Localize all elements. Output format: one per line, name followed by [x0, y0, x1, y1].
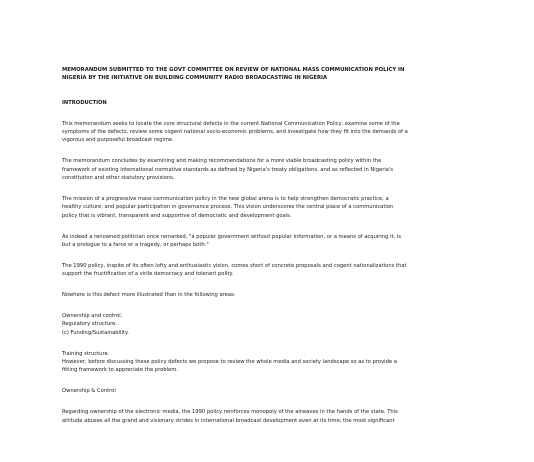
paragraph-line: healthy culture, and popular participation in governance process. This vision underscores the central place of a communication	[62, 204, 394, 211]
paragraph-line: As indeed a renowned politician once remarked, "a popular government without popular information, or a means of acquiring it, is	[62, 233, 402, 240]
paragraph-line: Training structure.	[62, 350, 110, 357]
paragraph-line: framework of existing international normative standards as defined by Nigeria's treaty obligations, and as reflected in Nigeria's	[62, 166, 394, 173]
list-item: Ownership and control.	[62, 313, 123, 320]
paragraph	[62, 408, 512, 425]
paragraph-line: The memorandum concludes by examining and making recommendations for a more viable broadcasting policy within the	[62, 158, 382, 165]
paragraph-line: However, before discussing these policy defects we propose to review the whole media and society landscape so as to provide a	[62, 359, 397, 366]
paragraph-line: support the fructification of a virile democracy and tolerant polity.	[62, 271, 234, 278]
list-item: Regulatory structure.	[62, 321, 118, 328]
areas-list	[62, 312, 512, 337]
paragraph-line: The mission of a progressive mass communication policy in the new global arena is to help strengthen democratic practice, a	[62, 196, 389, 203]
paragraph-line: symptoms of the defects, review some cogent national socio-economic problems, and investigate how they fit into the demands of a	[62, 129, 408, 136]
document-page	[62, 66, 512, 425]
paragraph	[62, 233, 512, 250]
title-line: MEMORANDUM SUBMITTED TO THE GOVT COMMITTEE ON REVIEW OF NATIONAL MASS COMMUNICATION POLICY IN	[62, 67, 405, 73]
paragraph-line: vigorous and purposeful broadcast regime.	[62, 137, 174, 144]
paragraph-line: fitting framework to appreciate the problem.	[62, 367, 179, 374]
paragraph	[62, 120, 512, 145]
paragraph	[62, 262, 512, 279]
paragraph	[62, 195, 512, 220]
paragraph-line: Regarding ownership of the electronic media, the 1990 policy reinforces monopoly of the airwaves in the hands of the state. This	[62, 409, 398, 416]
paragraph-line: but a prologue to a farce or a tragedy, or perhaps both."	[62, 241, 209, 248]
paragraph	[62, 291, 512, 299]
list-item: (c) Funding/Sustainability.	[62, 329, 129, 336]
paragraph-line: The 1990 policy, inspite of its often lofty and enthusiastic vision, comes short of concrete proposals and cogent nationalizations that	[62, 262, 407, 269]
paragraph-line: This memorandum seeks to locate the core structural defects in the current National Communication Policy, examine some of the	[62, 120, 400, 127]
title-line: NIGERIA BY THE INITIATIVE ON BUILDING COMMUNITY RADIO BROADCASTING IN NIGERIA	[62, 75, 328, 82]
paragraph-line: policy that is vibrant, transparent and supportive of democratic and development goals.	[62, 212, 292, 219]
introduction-heading: INTRODUCTION	[62, 100, 107, 107]
paragraph-line: attitude abuses all the grand and visionary strides in international broadcast development even at its time; the most significant	[62, 417, 395, 424]
ownership-heading: Ownership & Control	[62, 388, 116, 395]
paragraph-line: Nowhere is this defect more illustrated than in the following areas:	[62, 292, 236, 299]
paragraph	[62, 157, 512, 182]
document-title	[62, 66, 512, 83]
training-block	[62, 350, 512, 375]
paragraph-line: constitution and other statutory provisions.	[62, 175, 175, 182]
